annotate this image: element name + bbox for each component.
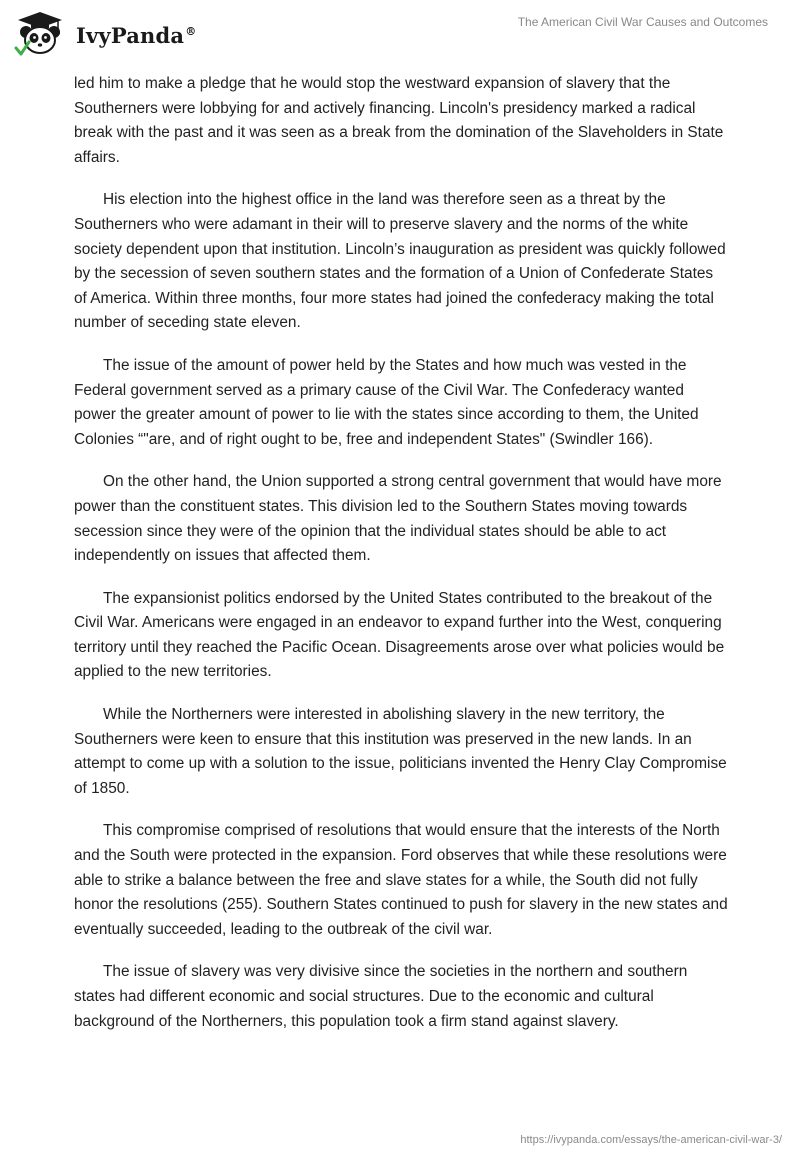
paragraph: The issue of slavery was very divisive since the societies in the northern and southern states had different economic and social structures. Due to the economic and cultural background of the Northerners, this population took a firm stand against slavery. (74, 963, 688, 1030)
brand-name: IvyPanda® (76, 22, 197, 48)
panda-graduate-icon (14, 10, 68, 56)
paragraph: The issue of the amount of power held by the States and how much was vested in the Federal government served as a primary cause of the Civil War. The Confederacy wanted power the greater amount of power to lie with the states since according to them, the United Colonies “"are, and of right ought to be, free and independent States" (Swindler 166). (74, 356, 699, 448)
paragraph: While the Northerners were interested in abolishing slavery in the new territory, the Southerners were keen to ensure that this institution was preserved in the new lands. In an attempt to come up with a solution to the issue, politicians invented the Henry Clay Compromise of 1850. (74, 706, 727, 797)
paragraph: led him to make a pledge that he would stop the westward expansion of slavery that the Southerners were lobbying for and actively financing. Lincoln's presidency marked a radical break with the past and it was seen as a break from the domination of the Slaveholders in State affairs. (74, 75, 724, 166)
brand-logo[interactable] (14, 10, 196, 56)
paragraph: The expansionist politics endorsed by the United States contributed to the breakout of the Civil War. Americans were engaged in an endeavor to expand further into the West, conquering territory until they reached the Pacific Ocean. Disagreements arose over what policies would be applied to the new territories. (74, 589, 725, 681)
paragraph: This compromise comprised of resolutions that would ensure that the interests of the North and the South were protected in the expansion. Ford observes that while these resolutions were able to strike a balance between the free and slave states for a while, the South did not fully honor the resolutions (255). Southern States continued to push for slavery in the new states and eventually succeeded, leading to the outbreak of the civil war. (74, 822, 728, 938)
registered-mark: ® (185, 24, 197, 38)
paragraph: His election into the highest office in the land was therefore seen as a threat by the Southerners who were adamant in their will to preserve slavery and the norms of the white society dependent upon that institution. Lincoln’s inauguration as president was quickly followed by the secession of seven southern states and the formation of a Union of Confederate States of America. Within three months, four more states had joined the confederacy making the total number of seceding state eleven. (74, 191, 726, 332)
essay-body (74, 72, 730, 1052)
page-header (0, 0, 800, 70)
paragraph: On the other hand, the Union supported a strong central government that would have more power than the constituent states. This division led to the Southern States moving towards secession since they were of the opinion that the individual states should be able to act independently on issues that affected them. (74, 473, 722, 565)
source-url[interactable]: https://ivypanda.com/essays/the-american-civil-war-3/ (520, 1134, 782, 1146)
document-title: The American Civil War Causes and Outcomes (517, 15, 768, 29)
